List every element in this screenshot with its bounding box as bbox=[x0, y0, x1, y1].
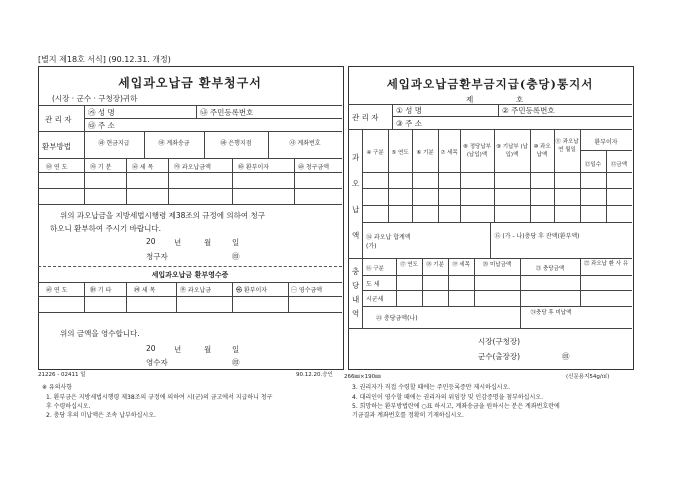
side-label-4: 액 bbox=[352, 231, 360, 240]
refund-transfer[interactable]: ㉲ 계좌송금 bbox=[158, 140, 190, 147]
refund-method-label: 환부방법 bbox=[42, 142, 71, 151]
overpaid-total-label: ⑭ 과오납 합계액(가) bbox=[366, 234, 411, 250]
col-division: ④ 구분 bbox=[366, 150, 384, 156]
left-address-label: ㉰ 주 소 bbox=[88, 121, 115, 130]
request-date-y: 년 bbox=[174, 238, 182, 247]
right-note-1: 3. 권리자가 직접 수령할 때에는 주민등록증만 제시하십시오. bbox=[352, 384, 511, 391]
request-date-d: 일 bbox=[232, 238, 240, 247]
right-address-label: ③ 주 소 bbox=[396, 119, 422, 128]
receipt-date-m: 월 bbox=[204, 345, 212, 354]
notes-title: ※ 유의사항 bbox=[42, 384, 73, 391]
alloc-col-unpaid: ⑳ 미납금액 bbox=[482, 262, 512, 268]
alloc-col-amount: ㉑ 충당금액 bbox=[535, 266, 565, 272]
refund-cash[interactable]: ㉱ 현금지급 bbox=[98, 140, 130, 147]
right-id-label: ② 주민등록번호 bbox=[502, 106, 555, 115]
alloc-row-province-tax: 도 세 bbox=[366, 281, 380, 288]
notice-number-label: 제 bbox=[466, 95, 474, 104]
notice-number-suffix: 호 bbox=[516, 95, 524, 104]
right-note-2: 4. 대리인이 영수할 때에는 권리자의 위임장 및 인감증명을 첨부하십시오. bbox=[352, 394, 543, 401]
row-a-col-6: ㉺ 청구금액 bbox=[298, 164, 330, 171]
left-manager-label: 관 리 자 bbox=[45, 115, 72, 124]
side-label-1: 과 bbox=[352, 153, 360, 162]
col-overpaid: ⑩ 과오 납액 bbox=[533, 144, 551, 158]
row-b-col-3: ㉽ 세 목 bbox=[134, 287, 156, 294]
size-note: 266㎜×190㎜ bbox=[344, 374, 381, 380]
alloc-row-city-tax: 시군세 bbox=[366, 296, 384, 303]
receipt-date-d: 일 bbox=[232, 345, 240, 354]
left-code: 21226 - 02411 일 bbox=[38, 372, 86, 378]
left-id-label: ㉯ 주민등록번호 bbox=[200, 108, 254, 117]
request-date-m: 월 bbox=[204, 238, 212, 247]
left-approval: 90.12.20.승인 bbox=[296, 372, 333, 378]
alloc-col-period: ⑱ 기분 bbox=[426, 262, 444, 268]
receipt-date-y: 년 bbox=[174, 345, 182, 354]
left-note-3: 2. 충당 후의 미납액은 조속 납부하십시오. bbox=[46, 412, 156, 419]
claimant-label: 청구자 bbox=[146, 252, 168, 261]
receipt-text: 위의 금액을 영수합니다. bbox=[60, 329, 140, 338]
row-b-col-2: ㉼ 기 타 bbox=[90, 287, 112, 294]
row-a-col-4: ㉸ 과오납금액 bbox=[174, 164, 211, 171]
col-paid: ⑨ 기납부 (납입)액 bbox=[496, 144, 528, 158]
row-b-col-5: ㉿ 환부이자 bbox=[236, 287, 268, 294]
side-label-2: 오 bbox=[352, 179, 360, 188]
side2-label-4: 역 bbox=[352, 309, 360, 318]
col-interest-amount: ⑬금액 bbox=[610, 162, 628, 168]
col-year: ⑤ 연도 bbox=[391, 150, 409, 156]
left-title: 세입과오납금 환부청구서 bbox=[118, 76, 262, 90]
col-refund-interest: 환부이자 bbox=[594, 139, 618, 146]
left-note-1: 1. 환부금은 지방세법시행령 제38조의 규정에 의하여 시(군)의 금고에서 지급하니 청구 bbox=[46, 394, 273, 401]
col-interest-days: ⑫일수 bbox=[584, 162, 602, 168]
issuer-line-1: 시장(구청장) bbox=[478, 337, 521, 346]
request-text-1: 위의 과오납금을 지방세법시행령 제38조의 규정에 의하여 청구 bbox=[60, 211, 265, 220]
issuer-seal: ㊞ bbox=[562, 352, 570, 361]
row-b-col-6: ㊀ 영수금액 bbox=[291, 287, 323, 294]
right-note-4: 기금결과 계좌번호를 정확히 기재하십시오. bbox=[352, 412, 464, 419]
col-proper-payment: ⑧ 정당납부 (납입)액 bbox=[463, 144, 491, 158]
request-date-year: 20 bbox=[146, 237, 156, 246]
alloc-col-year: ⑰ 연도 bbox=[400, 262, 418, 268]
row-b-col-1: ㉻ 연 도 bbox=[46, 287, 68, 294]
alloc-after-unpaid-label: ㉔충당 후 미납액 bbox=[530, 310, 572, 316]
right-form-frame bbox=[348, 66, 634, 370]
refund-bank-branch[interactable]: ㉳ 은행지점 bbox=[220, 140, 252, 147]
side2-label-3: 내 bbox=[352, 295, 360, 304]
claimant-seal: ㊞ bbox=[232, 252, 240, 261]
side2-label-2: 당 bbox=[352, 281, 360, 290]
issuer-line-2: 군수(출장장) bbox=[478, 352, 521, 361]
alloc-col-reason: ㉒ 과오납 환 사 유 bbox=[583, 261, 629, 267]
request-text-2: 하오니 환부하여 주시기 바랍니다. bbox=[50, 224, 161, 233]
form-label: [별지 제18호 서식] (90.12.31. 개정) bbox=[38, 55, 171, 64]
right-name-label: ① 성 명 bbox=[396, 106, 422, 115]
right-manager-label: 관 리 자 bbox=[352, 113, 379, 122]
alloc-col-tax: ⑲ 세목 bbox=[452, 262, 470, 268]
side-label-3: 납 bbox=[352, 205, 360, 214]
paper-note: (신문용지54g/㎡) bbox=[566, 374, 610, 380]
receipt-title: 세입과오납금 환부영수증 bbox=[151, 271, 229, 279]
col-overpaid-date: ⑪ 과오납연 월일 bbox=[555, 139, 579, 153]
row-a-col-3: ㉷ 세 목 bbox=[132, 164, 154, 171]
row-b-col-4: ㉾ 과오납금 bbox=[180, 287, 212, 294]
left-name-label: ㉮ 성 명 bbox=[88, 108, 115, 117]
side2-label-1: 충 bbox=[352, 267, 360, 276]
alloc-col-division: ⑯ 구분 bbox=[366, 266, 384, 272]
row-a-col-5: ㉹ 환부이자 bbox=[238, 164, 270, 171]
left-note-2: 후 수령하십시오. bbox=[46, 403, 91, 410]
alloc-total-label: ㉓ 충당금액(나) bbox=[376, 315, 418, 322]
receiver-seal: ㊞ bbox=[232, 358, 240, 367]
row-a-col-1: ㉵ 연 도 bbox=[46, 164, 68, 171]
after-allocation-label: ⑮ (가 - 나)충당 후 잔액(환부액) bbox=[494, 233, 580, 240]
left-addressee: (시장 · 군수 · 구청장)귀하 bbox=[52, 94, 138, 103]
right-note-3: 5. 희망하는 환부방법란에 ○표 하시고, 계좌송금을 원하시는 분은 계좌번호란에 bbox=[352, 403, 560, 410]
receiver-label: 영수자 bbox=[146, 358, 168, 367]
right-title: 세입과오납금환부금지급(충당)통지서 bbox=[386, 77, 594, 91]
row-a-col-2: ㉶ 기 분 bbox=[90, 164, 112, 171]
col-period: ⑥ 기분 bbox=[416, 150, 434, 156]
refund-account-number[interactable]: ㉴ 계좌번호 bbox=[289, 140, 321, 147]
col-tax-item: ⑦ 세목 bbox=[440, 150, 458, 156]
receipt-date-year: 20 bbox=[146, 344, 156, 353]
